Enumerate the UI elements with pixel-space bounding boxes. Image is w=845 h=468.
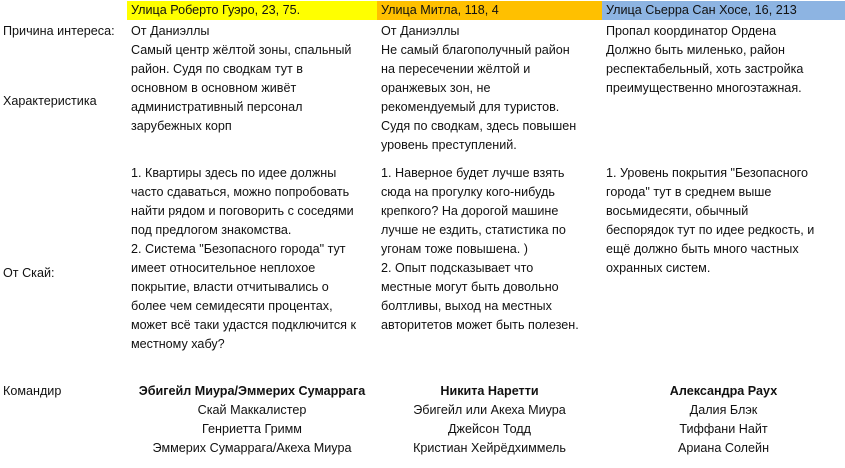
- column-2-characteristics: Не самый благополучный район на пересечении жёлтой и оранжевых зон, не рекомендуемый для туристов. Судя по сводкам, здесь повышен уровень преступлений.: [381, 43, 577, 152]
- column-3-characteristics: Должно быть миленько, район респектабельный, хоть застройка преимущественно многоэтажная.: [606, 43, 804, 95]
- column-2-team: [377, 382, 602, 458]
- team-member: Генриетта Гримм: [202, 422, 302, 436]
- column-1-reason: От Даниэллы: [131, 24, 210, 38]
- column-1-characteristics: Самый центр жёлтой зоны, спальный район. Судя по сводкам тут в основном в основном живёт административный персонал зарубежных корп: [131, 43, 352, 133]
- team-member: Ариана Солейн: [677, 441, 770, 455]
- team-member: Джейсон Тодд: [447, 422, 532, 436]
- column-3-team: [602, 382, 845, 458]
- commander-name: Никита Наретти: [440, 384, 539, 398]
- column-2-reason: От Даниэллы: [381, 24, 460, 38]
- column-2-sky-notes: 1. Наверное будет лучше взять сюда на прогулку кого-нибудь крепкого? На дорогой машине лучше не ездить, статистика по угонам тоже повышена. ) 2. Опыт подсказывает что местные могут быть довольно болтливы, выход на местных авторитетов может быть полезен.: [381, 166, 579, 332]
- team-member: Далия Блэк: [689, 403, 758, 417]
- row-label-sky: От Скай:: [3, 266, 55, 280]
- commander-name: Александра Раух: [669, 384, 778, 398]
- row-label-commander: Командир: [3, 384, 62, 398]
- team-member: Эбигейл или Акеха Миура: [413, 403, 566, 417]
- column-3-sky-notes: 1. Уровень покрытия "Безопасного города" тут в среднем выше восьмидесяти, обычный беспорядок тут по идее редкость, и ещё должно быть много частных охранных систем.: [606, 166, 815, 275]
- column-1-sky-notes: 1. Квартиры здесь по идее должны часто сдаваться, можно попробовать найти рядом и поговорить с соседями под предлогом знакомства. 2. Система "Безопасного города" тут имеет относительное неплохое покрытие, власти отчитывались о более чем семидесяти процентах, может всё таки удастся подключится к местному хабу?: [131, 166, 357, 351]
- row-label-characteristics: Характеристика: [3, 94, 97, 108]
- team-member: Кристиан Хейрёдхиммель: [413, 441, 566, 455]
- column-3-reason: Пропал координатор Ордена: [606, 24, 777, 38]
- commander-name: Эбигейл Миура/Эммерих Сумаррага: [138, 384, 366, 398]
- team-member: Скай Маккалистер: [197, 403, 307, 417]
- column-1-team: [127, 382, 377, 458]
- team-member: Тиффани Найт: [679, 422, 768, 436]
- column-header-1[interactable]: Улица Роберто Гуэро, 23, 75.: [127, 1, 377, 20]
- column-header-3[interactable]: Улица Сьерра Сан Хосе, 16, 213: [602, 1, 845, 20]
- row-label-reason: Причина интереса:: [3, 24, 115, 38]
- column-header-2[interactable]: Улица Митла, 118, 4: [377, 1, 602, 20]
- team-member: Эммерих Сумаррага/Акеха Миура: [152, 441, 352, 455]
